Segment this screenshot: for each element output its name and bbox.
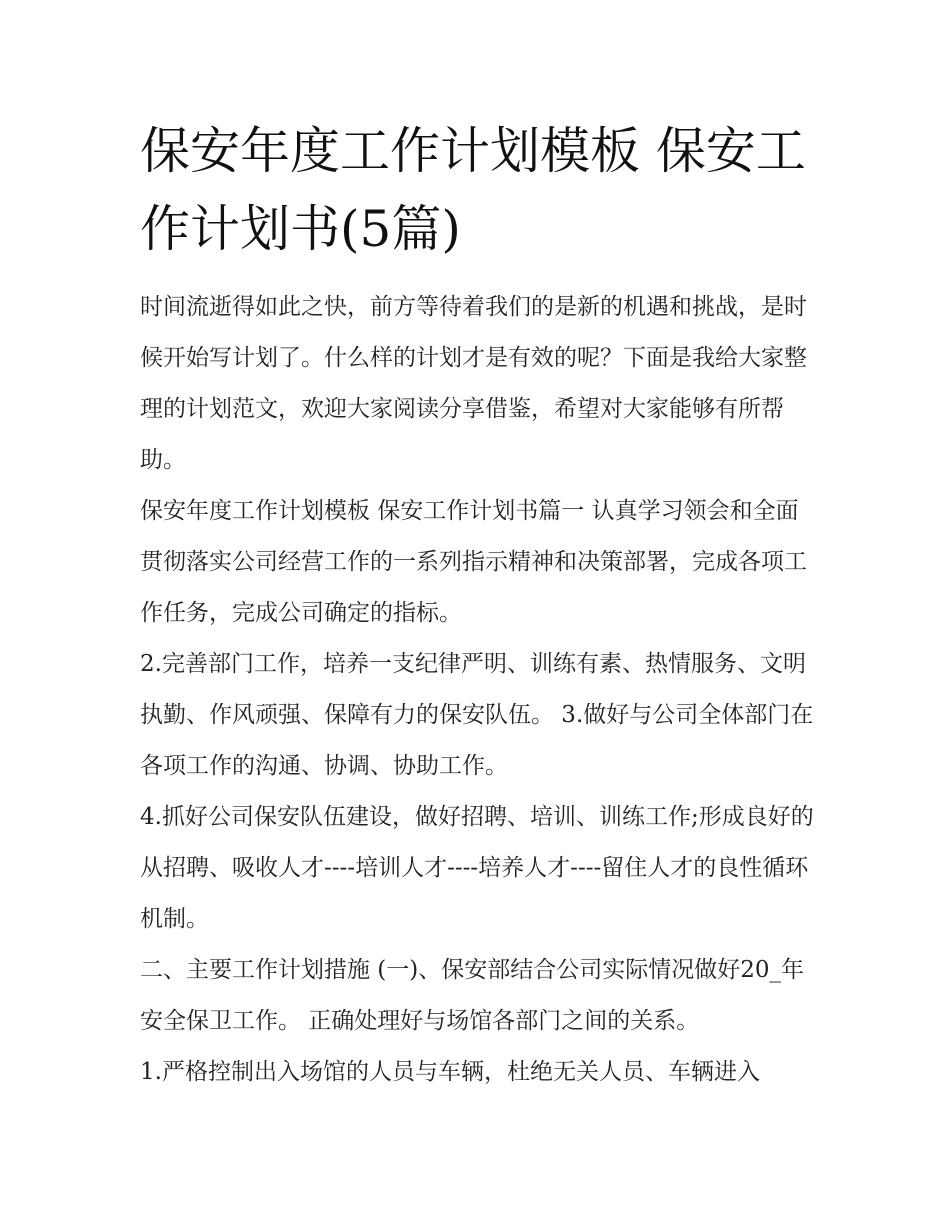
document-title: 保安年度工作计划模板 保安工作计划书(5篇) — [140, 122, 806, 258]
paragraph-item-1: 1.严格控制出入场馆的人员与车辆，杜绝无关人员、车辆进入 — [140, 1059, 760, 1085]
paragraph-item-2-3: 2.完善部门工作，培养一支纪律严明、训练有素、热情服务、文明执勤、作风顽强、保障有力的保安队伍。 3.做好与公司全体部门在各项工作的沟通、协调、协助工作。 — [140, 651, 814, 779]
document-body — [140, 282, 820, 1098]
paragraph-section-one: 保安年度工作计划模板 保安工作计划书篇一 认真学习领会和全面贯彻落实公司经营工作的一系列指示精神和决策部署，完成各项工作任务，完成公司确定的指标。 — [140, 498, 807, 626]
paragraph-item-4: 4.抓好公司保安队伍建设，做好招聘、培训、训练工作;形成良好的从招聘、吸收人才----培训人才----培养人才----留住人才的良性循环机制。 — [140, 804, 814, 932]
paragraph-intro: 时间流逝得如此之快，前方等待着我们的是新的机遇和挑战，是时候开始写计划了。什么样的计划才是有效的呢？下面是我给大家整理的计划范文，欢迎大家阅读分享借鉴，希望对大家能够有所帮助。 — [140, 294, 807, 473]
paragraph-section-two: 二、主要工作计划措施 (一)、保安部结合公司实际情况做好20_年安全保卫工作。 正确处理好与场馆各部门之间的关系。 — [140, 957, 805, 1034]
